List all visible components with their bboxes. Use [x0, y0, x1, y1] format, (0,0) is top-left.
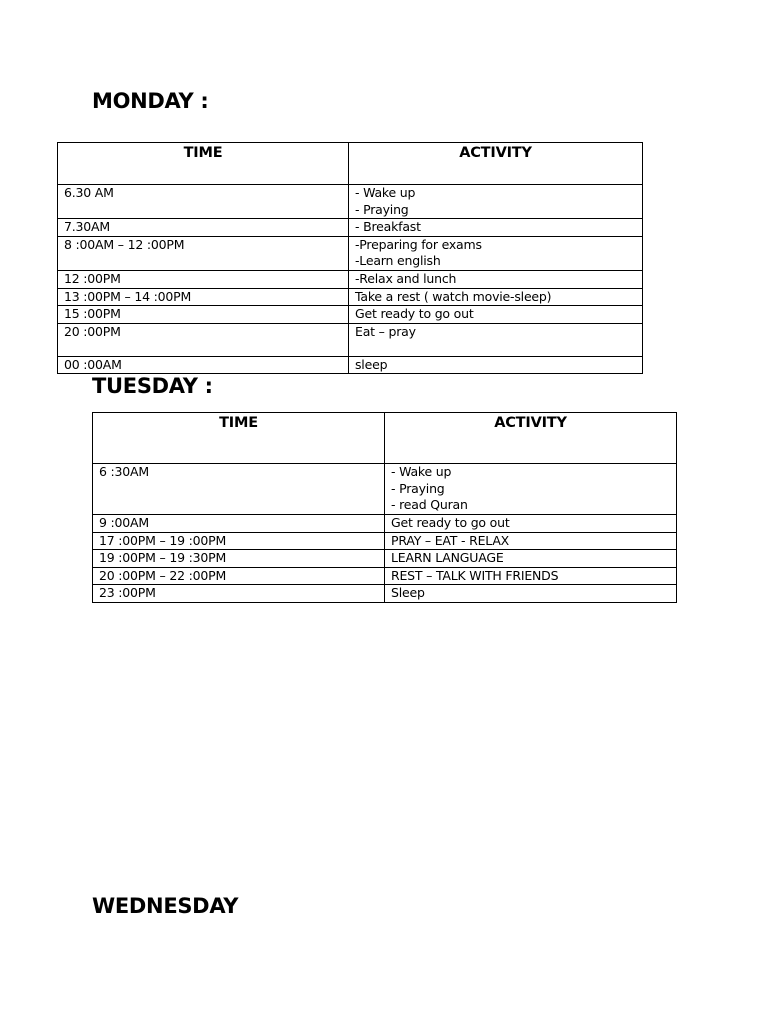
monday-schedule-table — [57, 142, 643, 374]
time-cell: 12 :00PM — [64, 270, 121, 286]
time-cell: 19 :00PM – 19 :30PM — [99, 550, 227, 566]
activity-cell — [349, 219, 643, 237]
table-header-row — [93, 413, 677, 464]
table-row — [93, 567, 677, 585]
time-cell: 6 :30AM — [99, 464, 149, 479]
activity-line: PRAY – EAT - RELAX — [391, 532, 510, 548]
tuesday-heading: TUESDAY : — [92, 374, 213, 398]
activity-line: -Preparing for exams — [355, 236, 482, 252]
table-row — [58, 236, 643, 270]
activity-cell — [385, 464, 677, 515]
activity-line: REST – TALK WITH FRIENDS — [391, 567, 559, 583]
activity-cell — [349, 185, 643, 219]
activity-line: - Wake up — [391, 464, 452, 479]
table-row — [58, 356, 643, 374]
activity-cell — [349, 288, 643, 306]
activity-line: - Praying — [355, 201, 409, 217]
activity-cell — [349, 270, 643, 288]
activity-cell — [385, 585, 677, 603]
activity-line: LEARN LANGUAGE — [391, 550, 504, 566]
table-row — [93, 585, 677, 603]
time-cell: 00 :00AM — [64, 356, 122, 372]
time-column-header: TIME — [58, 143, 349, 185]
time-cell: 17 :00PM – 19 :00PM — [99, 532, 227, 548]
activity-cell — [349, 356, 643, 374]
table-row — [58, 185, 643, 219]
time-cell: 23 :00PM — [99, 585, 156, 601]
activity-line: - Breakfast — [355, 219, 421, 235]
table-row — [58, 270, 643, 288]
table-row — [58, 219, 643, 237]
activity-line: Eat – pray — [355, 323, 416, 339]
tuesday-schedule-table — [92, 412, 677, 603]
activity-line: -Learn english — [355, 253, 441, 269]
activity-line: - Praying — [391, 480, 445, 496]
table-row — [58, 306, 643, 324]
table-row — [93, 532, 677, 550]
activity-line: -Relax and lunch — [355, 270, 457, 286]
table-row — [58, 323, 643, 356]
activity-line: - Wake up — [355, 185, 416, 200]
activity-line: Sleep — [391, 585, 425, 601]
time-column-header: TIME — [93, 413, 385, 464]
time-cell: 20 :00PM – 22 :00PM — [99, 567, 227, 583]
activity-line: Take a rest ( watch movie-sleep) — [355, 288, 552, 304]
activity-line: sleep — [355, 356, 388, 372]
table-row — [93, 464, 677, 515]
time-cell: 9 :00AM — [99, 515, 149, 530]
activity-line: Get ready to go out — [391, 515, 510, 530]
time-cell: 6.30 AM — [64, 185, 114, 200]
activity-cell — [349, 236, 643, 270]
table-row — [93, 515, 677, 533]
activity-cell — [385, 550, 677, 568]
wednesday-heading: WEDNESDAY — [92, 894, 239, 918]
activity-cell — [349, 306, 643, 324]
time-cell: 7.30AM — [64, 219, 110, 235]
activity-line: - read Quran — [391, 497, 468, 513]
time-cell: 13 :00PM – 14 :00PM — [64, 288, 192, 304]
time-cell: 8 :00AM – 12 :00PM — [64, 236, 185, 252]
table-row — [58, 288, 643, 306]
activity-cell — [385, 567, 677, 585]
activity-line: Get ready to go out — [355, 306, 474, 322]
activity-cell — [385, 515, 677, 533]
table-row — [93, 550, 677, 568]
activity-cell — [385, 532, 677, 550]
time-cell: 15 :00PM — [64, 306, 121, 322]
table-header-row — [58, 143, 643, 185]
monday-heading: MONDAY : — [92, 89, 209, 113]
activity-column-header: ACTIVITY — [349, 143, 643, 185]
time-cell: 20 :00PM — [64, 323, 121, 339]
activity-cell — [349, 323, 643, 356]
activity-column-header: ACTIVITY — [385, 413, 677, 464]
